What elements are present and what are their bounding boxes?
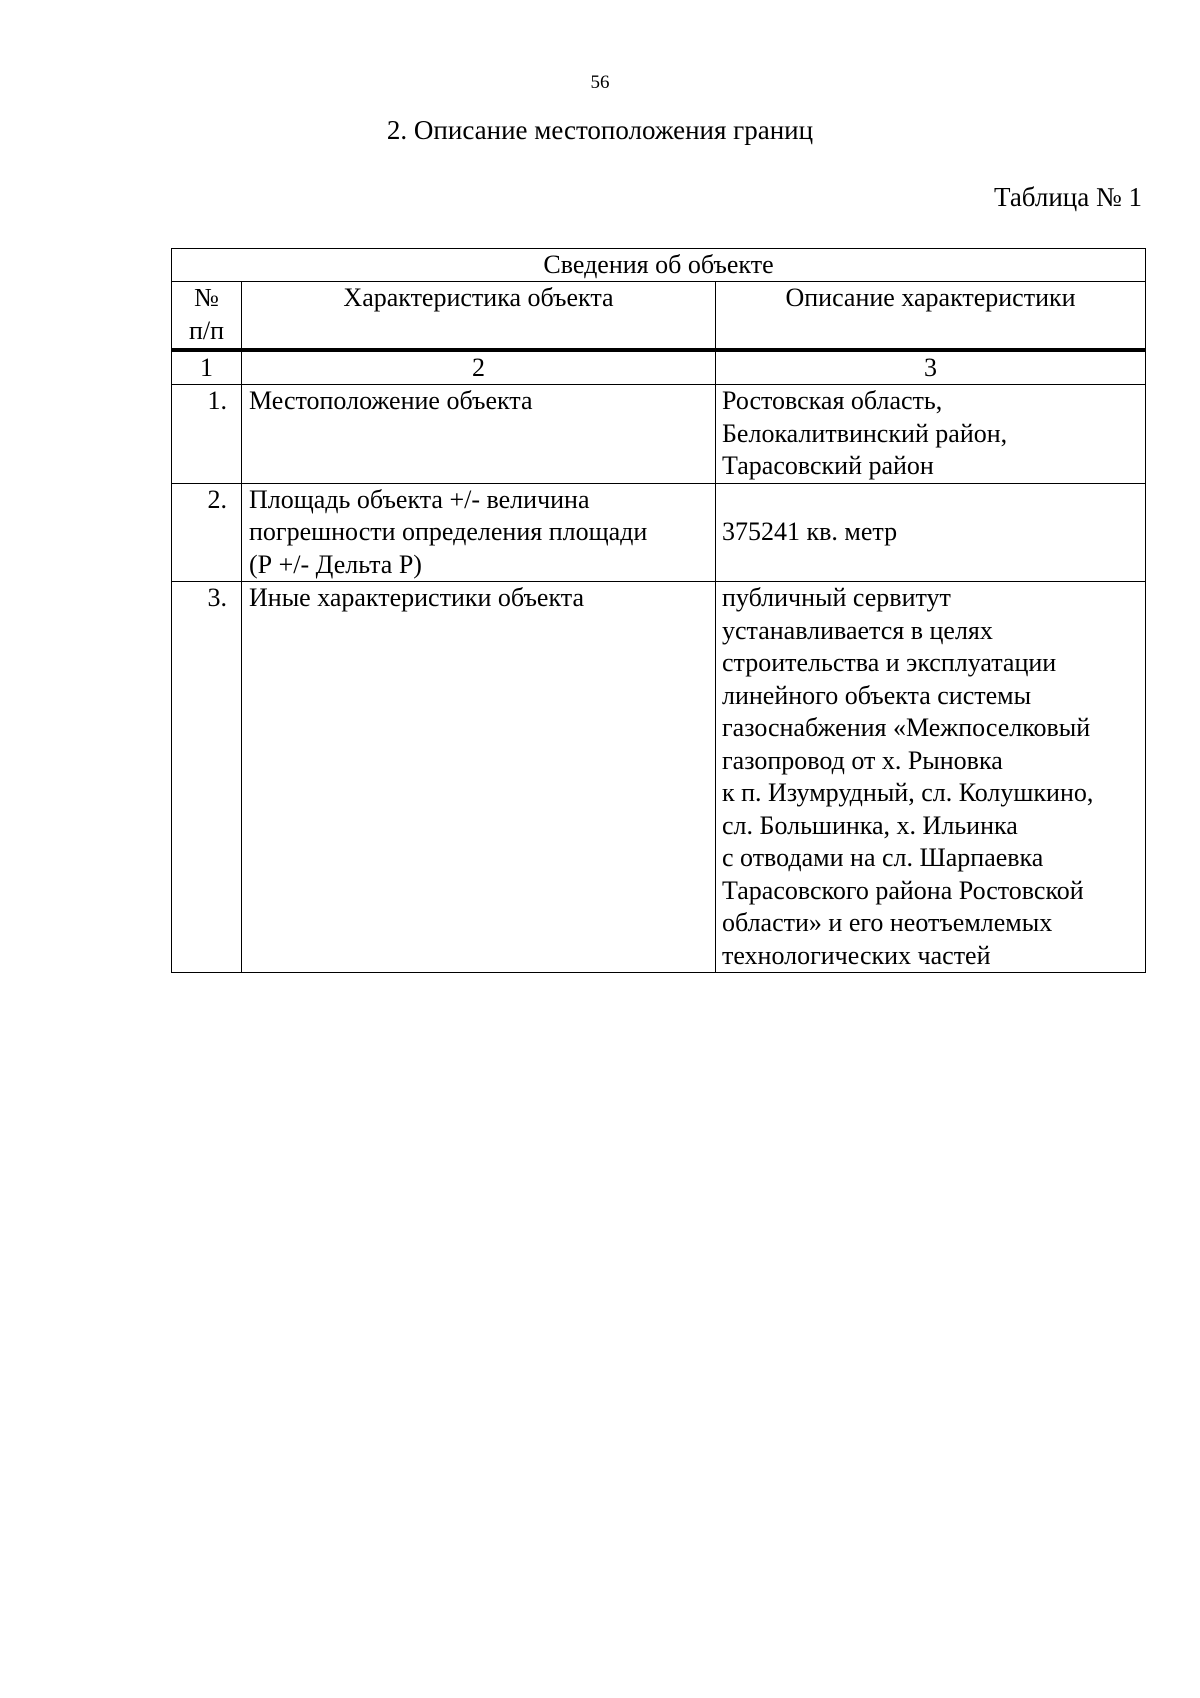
table-title: Сведения об объекте: [172, 249, 1146, 282]
row-description: [716, 385, 1146, 484]
row-number: 1.: [172, 385, 242, 484]
description-line: строительства и эксплуатации: [722, 648, 1057, 677]
object-info-table: [171, 248, 1146, 973]
row-number: 3.: [172, 582, 242, 973]
column-number-2: 2: [242, 350, 716, 385]
row-characteristic: [242, 483, 716, 582]
header-num: [172, 282, 242, 351]
table-row: [172, 483, 1146, 582]
header-num-line2: п/п: [188, 315, 225, 345]
characteristic-line: погрешности определения площади: [249, 517, 648, 546]
description-line: газоснабжения «Межпоселковый: [722, 713, 1091, 742]
characteristic-line: Площадь объекта +/- величина: [249, 484, 590, 514]
row-characteristic: [242, 385, 716, 484]
description-line: Тарасовский район: [722, 451, 934, 480]
description-line: устанавливается в целях: [722, 615, 993, 645]
description-line: Белокалитвинский район,: [722, 418, 1008, 448]
characteristic-line: Местоположение объекта: [249, 386, 533, 415]
page-number: 56: [590, 72, 610, 93]
column-number-1: 1: [172, 350, 242, 385]
section-title: 2. Описание местоположения границ: [386, 115, 814, 145]
description-line: к п. Изумрудный, сл. Колушкино,: [722, 778, 1094, 807]
description-line: с отводами на сл. Шарпаевка: [722, 843, 1044, 872]
row-description: [716, 582, 1146, 973]
header-num-line1: №: [194, 283, 219, 312]
description-line: Ростовская область,: [722, 386, 943, 415]
column-number-3: 3: [716, 350, 1146, 385]
description-line: газопровод от х. Рыновка: [722, 745, 1003, 775]
table-row: [172, 385, 1146, 484]
row-number: 2.: [172, 483, 242, 582]
table-row: [172, 582, 1146, 973]
header-characteristic: Характеристика объекта: [242, 282, 716, 351]
row-description: [716, 483, 1146, 582]
description-line: сл. Большинка, х. Ильинка: [722, 810, 1018, 840]
header-description: Описание характеристики: [716, 282, 1146, 351]
characteristic-line: (Р +/- Дельта Р): [249, 549, 422, 579]
table-caption: Таблица № 1: [994, 182, 1142, 212]
description-line: 375241 кв. метр: [722, 516, 898, 546]
description-line: области» и его неотъемлемых: [722, 908, 1053, 937]
characteristic-line: Иные характеристики объекта: [249, 583, 584, 612]
description-line: Тарасовского района Ростовской: [722, 875, 1084, 905]
description-line: технологических частей: [722, 940, 991, 970]
row-characteristic: [242, 582, 716, 973]
description-line: публичный сервитут: [722, 583, 951, 612]
description-line: линейного объекта системы: [722, 680, 1032, 710]
